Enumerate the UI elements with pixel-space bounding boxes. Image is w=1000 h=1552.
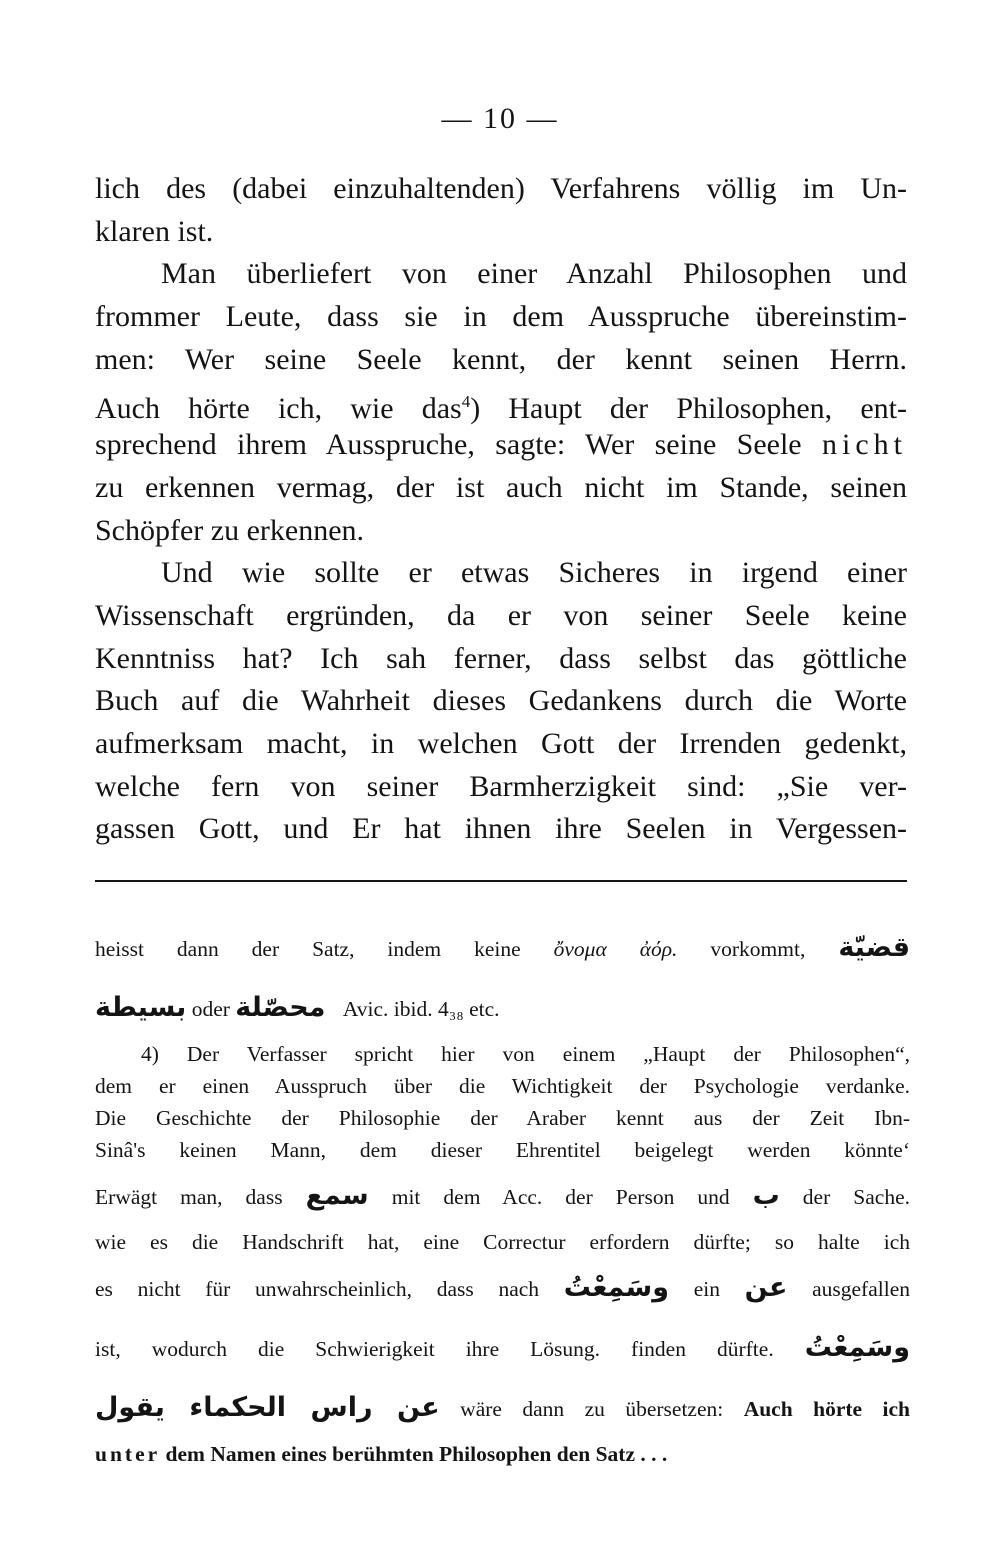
- text-line: men: Wer seine Seele kennt, der kennt seinen Herrn.: [95, 342, 907, 376]
- text-line: Kenntniss hat? Ich sah ferner, dass selbst das göttliche: [95, 641, 907, 675]
- text-span: oder: [191, 997, 230, 1021]
- paragraph-start: Und wie sollte er etwas Sicheres in irgend einer: [161, 556, 907, 590]
- text-span: Avic. ibid. 4₃₈ etc.: [342, 997, 500, 1021]
- footnote-line: [95, 1166, 910, 1226]
- text-span: wäre dann zu übersetzen:: [460, 1397, 724, 1421]
- footnotes: [95, 918, 910, 1470]
- footnote-line: Die Geschichte der Philosophie der Araber kennt aus der Zeit Ibn-: [95, 1106, 910, 1130]
- text-line: Buch auf die Wahrheit dieses Gedankens durch die Worte: [95, 684, 907, 718]
- footnote-line: wie es die Handschrift hat, eine Correctur erfordern dürfte; so halte ich: [95, 1230, 910, 1254]
- arabic-term: عن: [744, 1272, 788, 1303]
- text-line: aufmerksam macht, in welchen Gott der Irrenden gedenkt,: [95, 726, 907, 760]
- text-span: ist, wodurch die Schwierigkeit ihre Lösung. finden dürfte.: [95, 1337, 774, 1361]
- text-line: Wissenschaft ergründen, da er von seiner Seele keine: [95, 598, 907, 632]
- footnote-line: [95, 978, 910, 1038]
- text-line: frommer Leute, dass sie in dem Ausspruche übereinstim-: [95, 300, 907, 334]
- text-line: welche fern von seiner Barmherzigkeit sind: „Sie ver-: [95, 769, 907, 803]
- footnote-line: [95, 1438, 910, 1470]
- text-line: [95, 424, 907, 467]
- arabic-term: بسيطة: [95, 992, 187, 1023]
- footnote-line: 4) Der Verfasser spricht hier von einem „Haupt der Philosophen“,: [141, 1042, 910, 1066]
- paragraph-start: Man überliefert von einer Anzahl Philosophen und: [161, 257, 907, 291]
- footnote-rule: [95, 880, 907, 882]
- text-span: sprechend ihrem Ausspruche, sagte: Wer seine Seele: [95, 428, 802, 462]
- text-span: dem Namen eines berühmten Philosophen den Satz . . .: [165, 1442, 668, 1466]
- translation-start: Auch hörte ich: [743, 1397, 910, 1421]
- text-span: Erwägt man, dass: [95, 1185, 283, 1209]
- footnote-marker: 4: [461, 392, 471, 412]
- greek-term: ὄνομα ἀόρ.: [553, 937, 678, 961]
- footnote-line: [95, 1318, 910, 1378]
- text-span: vorkommt,: [710, 937, 806, 961]
- text-line: [95, 381, 907, 424]
- footnote-line: Sinâ's keinen Mann, dem dieser Ehrentitel beigelegt werden könnte‘: [95, 1138, 910, 1162]
- text-line: lich des (dabei einzuhaltenden) Verfahrens völlig im Un-: [95, 172, 907, 205]
- text-line: gassen Gott, und Er hat ihnen ihre Seelen in Vergessen-: [95, 812, 907, 846]
- text-span: heisst dann der Satz, indem keine: [95, 937, 521, 961]
- text-line: Schöpfer zu erkennen.: [95, 513, 365, 547]
- arabic-term: وسَمِعْتُ: [563, 1272, 669, 1303]
- page-number: — 10 —: [441, 102, 559, 135]
- text-line: klaren ist.: [95, 214, 214, 248]
- main-text: [95, 168, 907, 851]
- text-line: zu erkennen vermag, der ist auch nicht im Stande, seinen: [95, 470, 907, 504]
- arabic-term: ب: [752, 1180, 780, 1211]
- text-span: der Sache.: [802, 1185, 910, 1209]
- text-span: ) Haupt der Philosophen, ent-: [470, 392, 907, 426]
- footnote-line: [95, 1258, 910, 1318]
- footnote-line: [95, 1378, 910, 1438]
- text-span: mit dem Acc. der Person und: [391, 1185, 730, 1209]
- arabic-term: محصّلة: [235, 992, 326, 1023]
- arabic-phrase: عن راس الحكماء يقول: [95, 1392, 440, 1423]
- emphasized-word: unter: [95, 1442, 161, 1466]
- text-span: ein: [693, 1277, 720, 1301]
- arabic-term: سمع: [305, 1180, 369, 1211]
- arabic-term: قضيّة: [838, 932, 910, 963]
- emphasized-word: nicht: [822, 428, 908, 462]
- arabic-term: وسَمِعْتُ: [804, 1332, 910, 1363]
- footnote-line: [95, 918, 910, 978]
- text-span: es nicht für unwahrscheinlich, dass nach: [95, 1277, 540, 1301]
- footnote-line: dem er einen Ausspruch über die Wichtigkeit der Psychologie verdanke.: [95, 1074, 910, 1098]
- text-span: ausgefallen: [812, 1277, 910, 1301]
- text-span: Auch hörte ich, wie das: [95, 392, 462, 426]
